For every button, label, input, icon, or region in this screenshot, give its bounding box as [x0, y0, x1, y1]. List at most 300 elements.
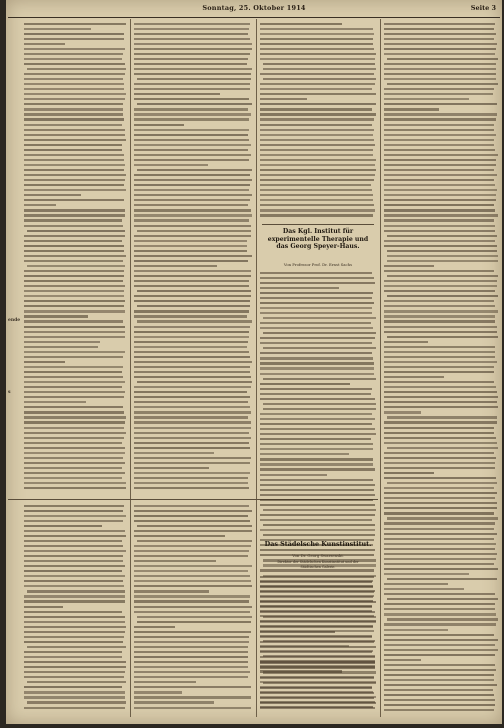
text-line — [24, 189, 126, 191]
text-line — [134, 361, 252, 363]
text-line — [263, 378, 376, 380]
text-line — [134, 600, 249, 602]
text-line — [260, 98, 307, 100]
text-line — [260, 707, 375, 709]
text-line — [134, 555, 248, 557]
text-line — [24, 63, 125, 65]
text-line — [134, 437, 251, 439]
text-line — [384, 33, 496, 35]
text-line — [384, 457, 496, 459]
text-line — [384, 351, 495, 353]
text-line — [134, 575, 250, 577]
text-line — [24, 472, 125, 474]
text-line — [134, 326, 250, 328]
text-line — [134, 626, 175, 628]
margin-fragment: s — [8, 390, 11, 395]
text-line — [260, 108, 372, 110]
text-line — [134, 396, 250, 398]
text-line — [27, 646, 126, 648]
text-line — [24, 442, 122, 444]
text-line — [260, 287, 339, 289]
text-line — [134, 696, 251, 698]
text-line — [384, 225, 495, 227]
text-line — [260, 661, 375, 663]
text-line — [384, 108, 439, 110]
text-line — [134, 416, 248, 418]
text-line — [263, 509, 376, 511]
text-line — [27, 701, 126, 703]
text-line — [134, 611, 250, 613]
text-line — [134, 595, 250, 597]
text-line — [384, 512, 494, 514]
text-line — [384, 689, 493, 691]
text-line — [134, 149, 248, 151]
text-line — [134, 199, 250, 201]
text-line — [260, 453, 349, 455]
text-line — [260, 312, 372, 314]
text-line — [260, 596, 373, 598]
text-line — [134, 406, 250, 408]
text-line — [137, 525, 252, 527]
text-line — [24, 396, 124, 398]
text-line — [384, 154, 498, 156]
text-line — [263, 524, 375, 526]
text-line — [384, 669, 496, 671]
text-line — [384, 245, 497, 247]
text-line — [24, 361, 65, 363]
text-line — [24, 58, 122, 60]
text-line — [260, 666, 375, 668]
text-line — [384, 63, 496, 65]
text-line — [260, 626, 373, 628]
text-line — [24, 462, 125, 464]
text-line — [24, 164, 125, 166]
staedel-article-title: Das Städelsche Kunstinstitut. — [264, 540, 372, 548]
text-line — [24, 209, 125, 211]
text-line — [24, 295, 124, 297]
text-line — [24, 386, 122, 388]
text-line — [384, 432, 494, 434]
text-line — [384, 497, 495, 499]
text-line — [260, 388, 372, 390]
text-line — [384, 629, 448, 631]
text-line — [24, 606, 63, 608]
text-line — [24, 43, 65, 45]
text-line — [137, 169, 252, 171]
text-line — [387, 578, 497, 580]
text-line — [384, 371, 494, 373]
text-line — [260, 656, 375, 658]
text-line — [134, 701, 214, 703]
text-line — [134, 442, 249, 444]
text-line — [24, 580, 123, 582]
text-line — [260, 297, 372, 299]
text-line — [387, 275, 498, 277]
text-line — [384, 538, 494, 540]
text-line — [384, 209, 495, 211]
text-line — [134, 113, 251, 115]
text-line — [384, 411, 421, 413]
text-line — [384, 93, 493, 95]
text-line — [384, 189, 497, 191]
text-line — [137, 290, 251, 292]
text-line — [260, 164, 375, 166]
text-line — [384, 502, 497, 504]
text-line — [137, 621, 251, 623]
text-line — [24, 214, 125, 216]
text-line — [24, 421, 125, 423]
text-line — [134, 265, 217, 267]
text-line — [24, 560, 123, 562]
text-line — [24, 666, 126, 668]
text-line — [24, 275, 124, 277]
text-line — [387, 295, 498, 297]
text-line — [134, 520, 250, 522]
staedel-article-subtitle: Direktor der Städelschen Kunstinstitut und der Städtischen Galerie. — [277, 560, 359, 569]
text-line — [24, 184, 124, 186]
text-line — [263, 347, 376, 349]
text-line — [24, 179, 125, 181]
text-line — [384, 169, 494, 171]
text-line — [134, 487, 249, 489]
text-line — [384, 644, 495, 646]
text-line — [384, 149, 495, 151]
text-line — [260, 327, 373, 329]
text-line — [384, 406, 498, 408]
text-line — [387, 598, 498, 600]
text-line — [24, 118, 124, 120]
text-line — [260, 601, 376, 603]
text-line — [134, 691, 182, 693]
text-line — [24, 341, 100, 343]
text-line — [384, 437, 496, 439]
text-line — [260, 433, 376, 435]
text-line — [24, 103, 123, 105]
text-line — [134, 93, 220, 95]
text-line — [24, 250, 124, 252]
text-line — [387, 416, 497, 418]
text-line — [24, 260, 123, 262]
text-line — [134, 179, 252, 181]
text-line — [260, 702, 376, 704]
text-line — [24, 280, 123, 282]
text-line — [260, 38, 373, 40]
text-line — [260, 581, 372, 583]
page-header — [6, 3, 502, 15]
text-line — [137, 78, 251, 80]
text-line — [260, 362, 374, 364]
text-line — [260, 174, 375, 176]
text-line — [260, 687, 372, 689]
text-line — [384, 300, 494, 302]
text-line — [134, 209, 251, 211]
text-line — [384, 472, 434, 474]
text-line — [134, 255, 252, 257]
text-line — [24, 204, 56, 206]
text-line — [134, 510, 252, 512]
text-line — [24, 194, 81, 196]
text-line — [260, 322, 371, 324]
text-line — [260, 413, 372, 415]
text-line — [260, 124, 372, 126]
text-line — [24, 336, 125, 338]
text-line — [387, 235, 497, 237]
text-line — [387, 255, 498, 257]
text-line — [24, 305, 124, 307]
text-line — [384, 548, 495, 550]
text-line — [384, 573, 469, 575]
text-line — [24, 510, 123, 512]
text-line — [134, 250, 247, 252]
text-line — [24, 351, 125, 353]
text-line — [134, 447, 250, 449]
text-line — [24, 651, 122, 653]
institute-article-author: Von Professor Prof. Dr. Ernst Sachs — [283, 262, 353, 267]
text-line — [263, 682, 376, 684]
text-line — [384, 659, 421, 661]
text-line — [134, 686, 251, 688]
text-line — [260, 458, 373, 460]
text-line — [260, 631, 335, 633]
text-line — [134, 124, 184, 126]
text-line — [263, 68, 376, 70]
text-line — [24, 467, 122, 469]
text-line — [24, 315, 88, 317]
text-line — [260, 184, 371, 186]
article-rule — [262, 224, 374, 225]
text-line — [384, 684, 497, 686]
text-line — [24, 691, 125, 693]
text-line — [134, 457, 251, 459]
text-line — [384, 401, 497, 403]
text-line — [384, 396, 498, 398]
text-line — [134, 260, 248, 262]
text-line — [24, 219, 122, 221]
text-line — [27, 590, 125, 592]
text-line — [27, 68, 126, 70]
text-line — [384, 593, 495, 595]
text-line — [384, 649, 498, 651]
text-line — [24, 411, 124, 413]
text-line — [134, 505, 249, 507]
text-line — [384, 164, 496, 166]
text-line — [260, 611, 375, 613]
text-line — [24, 631, 125, 633]
text-line — [384, 553, 497, 555]
text-line — [24, 300, 125, 302]
text-line — [384, 522, 495, 524]
text-line — [260, 28, 373, 30]
text-line — [137, 103, 252, 105]
column-divider — [130, 19, 131, 717]
text-line — [260, 48, 374, 50]
text-line — [24, 427, 124, 429]
text-line — [24, 707, 125, 709]
text-line — [24, 575, 125, 577]
text-line — [24, 696, 125, 698]
text-line — [384, 38, 494, 40]
text-line — [134, 707, 251, 709]
text-line — [384, 199, 496, 201]
text-line — [384, 674, 494, 676]
text-line — [263, 616, 376, 618]
text-line — [24, 515, 126, 517]
text-line — [260, 337, 375, 339]
text-line — [384, 68, 496, 70]
text-line — [24, 381, 125, 383]
text-line — [134, 661, 248, 663]
text-line — [24, 134, 125, 136]
text-line — [384, 124, 494, 126]
text-line — [260, 159, 376, 161]
text-line — [260, 179, 374, 181]
text-line — [134, 366, 250, 368]
text-line — [260, 342, 372, 344]
page-date: Sonntag, 25. Oktober 1914 — [202, 4, 306, 12]
text-line — [260, 373, 374, 375]
text-line — [24, 154, 124, 156]
text-line — [384, 421, 497, 423]
text-line — [384, 543, 496, 545]
text-line — [134, 467, 209, 469]
text-line — [24, 437, 124, 439]
text-line — [263, 317, 376, 319]
text-line — [24, 595, 125, 597]
text-line — [387, 58, 498, 60]
text-line — [384, 134, 496, 136]
text-line — [137, 320, 252, 322]
text-line — [260, 352, 372, 354]
text-line — [24, 108, 123, 110]
text-line — [263, 403, 376, 405]
text-line — [134, 666, 248, 668]
text-line — [24, 447, 125, 449]
text-line — [134, 310, 249, 312]
text-line — [24, 371, 122, 373]
text-line — [134, 144, 251, 146]
text-line — [24, 626, 126, 628]
text-line — [260, 484, 375, 486]
text-line — [260, 438, 371, 440]
text-line — [384, 694, 494, 696]
text-line — [24, 482, 126, 484]
text-line — [24, 565, 125, 567]
text-line — [384, 103, 497, 105]
text-line — [263, 408, 376, 410]
text-line — [134, 681, 196, 683]
text-line — [260, 113, 376, 115]
text-line — [24, 235, 125, 237]
text-line — [24, 525, 102, 527]
text-line — [263, 63, 375, 65]
text-line — [387, 482, 497, 484]
text-line — [24, 326, 125, 328]
text-line — [134, 214, 252, 216]
text-line — [260, 204, 374, 206]
text-line — [384, 98, 469, 100]
column-4-text — [384, 21, 498, 715]
text-line — [384, 144, 494, 146]
text-line — [384, 23, 495, 25]
text-line — [384, 270, 494, 272]
text-line — [134, 472, 250, 474]
text-line — [27, 265, 125, 267]
text-line — [134, 295, 251, 297]
text-line — [384, 290, 495, 292]
text-line — [260, 23, 342, 25]
text-line — [260, 214, 373, 216]
text-line — [260, 474, 327, 476]
text-line — [24, 616, 125, 618]
text-line — [263, 671, 376, 673]
text-line — [384, 376, 444, 378]
text-line — [24, 621, 125, 623]
text-line — [24, 505, 124, 507]
text-line — [24, 406, 123, 408]
text-line — [260, 636, 372, 638]
text-line — [384, 477, 496, 479]
text-line — [134, 73, 251, 75]
header-rule — [8, 17, 500, 18]
text-line — [260, 367, 374, 369]
text-line — [260, 463, 373, 465]
column-2-text — [134, 21, 252, 495]
text-line — [384, 603, 495, 605]
text-line — [134, 88, 250, 90]
text-line — [384, 452, 494, 454]
text-line — [384, 533, 497, 535]
text-line — [384, 613, 496, 615]
text-line — [24, 23, 126, 25]
text-line — [134, 411, 251, 413]
text-line — [260, 489, 374, 491]
text-line — [384, 326, 497, 328]
text-line — [134, 118, 249, 120]
text-line — [260, 428, 375, 430]
text-line — [134, 386, 251, 388]
column-divider — [380, 19, 381, 717]
text-line — [24, 38, 124, 40]
text-line — [260, 606, 372, 608]
text-line — [384, 310, 498, 312]
text-line — [134, 270, 251, 272]
text-line — [260, 169, 376, 171]
text-line — [134, 651, 248, 653]
text-line — [384, 159, 496, 161]
text-line — [384, 179, 494, 181]
text-line — [384, 315, 495, 317]
text-line — [24, 366, 123, 368]
text-line — [260, 383, 350, 385]
text-line — [260, 591, 374, 593]
text-line — [134, 515, 248, 517]
text-line — [260, 292, 373, 294]
text-line — [24, 174, 126, 176]
text-line — [134, 58, 248, 60]
text-line — [260, 641, 374, 643]
text-line — [134, 194, 252, 196]
text-line — [260, 646, 376, 648]
text-line — [260, 149, 373, 151]
text-line — [384, 331, 497, 333]
text-line — [384, 583, 448, 585]
text-line — [134, 477, 248, 479]
text-line — [384, 462, 495, 464]
text-line — [134, 351, 249, 353]
text-line — [260, 529, 375, 531]
text-line — [134, 331, 249, 333]
text-line — [24, 477, 122, 479]
